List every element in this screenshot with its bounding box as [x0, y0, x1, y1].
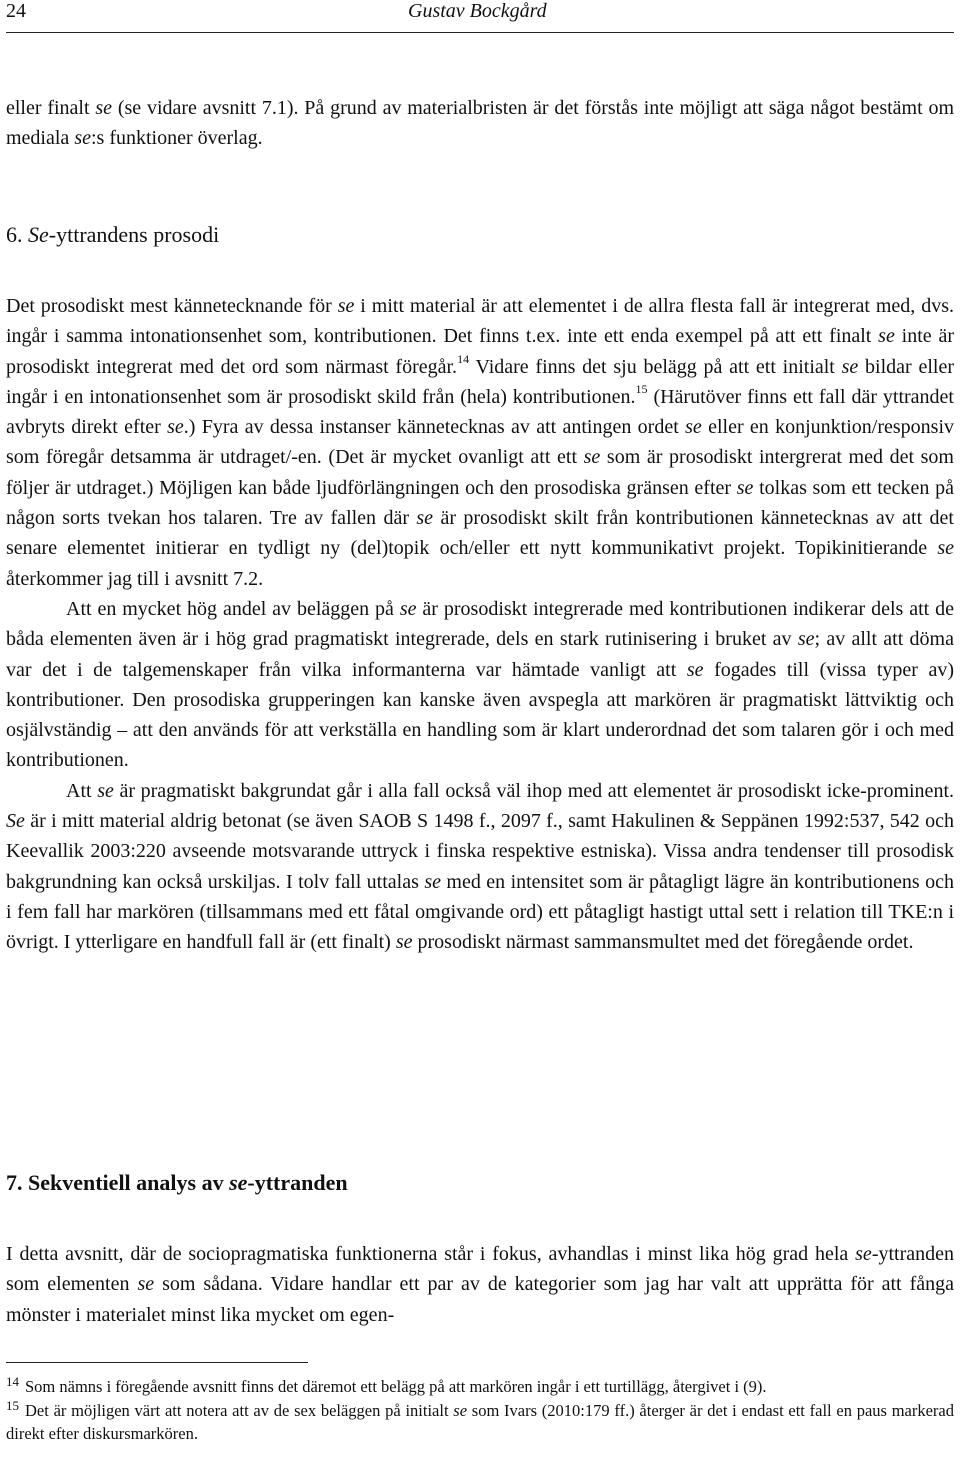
text: se [97, 779, 114, 802]
footnote-mark: 15 [6, 1397, 19, 1413]
text: Se [6, 810, 25, 833]
text: se [797, 628, 815, 651]
text: se [229, 1170, 248, 1195]
running-head: Gustav Bockgård [408, 0, 547, 22]
paragraph [6, 1239, 954, 1330]
footnote-15 [6, 1399, 954, 1445]
section-6-body [6, 291, 954, 958]
text: .) Fyra av dessa instanser kännetecknas av att antingen ordet [183, 416, 686, 439]
text: se [583, 446, 601, 469]
text: -yttranden som elementen [6, 1243, 954, 1296]
section-title: Sekventiell analys av [28, 1170, 230, 1195]
page [6, 0, 954, 1481]
text: Se [28, 222, 49, 247]
text: se [937, 537, 954, 560]
text: Att en mycket hög andel av beläggen på [66, 597, 400, 620]
footnote-14 [6, 1375, 954, 1398]
section-number: 6. [6, 222, 28, 247]
text: eller finalt [6, 97, 96, 119]
footnote-ref-14[interactable]: 14 [457, 351, 470, 366]
section-title: -yttrandens prosodi [48, 222, 220, 247]
text: se [399, 597, 417, 620]
text: se [395, 931, 413, 954]
text: se [74, 127, 91, 150]
footnote-text: som Ivars (2010:179 ff.) återger är det i endast ett fall en paus markerad direkt efter diskursmarkören. [6, 1401, 954, 1443]
text: I detta avsnitt, där de sociopragmatiska funktionerna står i fokus, avhandlas i minst lika hög grad hela [6, 1243, 856, 1265]
text: se [686, 658, 704, 681]
footnote-mark: 14 [6, 1373, 19, 1389]
paragraph [6, 594, 954, 776]
text: se [855, 1243, 872, 1265]
footnote-text: Det är möjligen värt att notera att av de sex beläggen på initialt [25, 1401, 454, 1420]
text: är prosodiskt skilt från kontributionen kännetecknas av att det senare elementet initierar en tydligt ny (del)topik och/eller ett nytt kommunikativt projekt. Topikinitierande [6, 507, 954, 560]
text: se [95, 97, 113, 119]
text: (se vidare avsnitt 7.1). På grund av materialbristen är det förstås inte möjligt att säga något bestämt om mediala [6, 97, 955, 150]
page-number: 24 [6, 0, 26, 22]
text: bildar eller ingår i en intonationsenhet som är prosodiskt skild från (hela) kontributionen. [6, 355, 954, 408]
text: se [685, 416, 702, 439]
section-title: -yttranden [247, 1170, 348, 1195]
text: se [416, 507, 434, 530]
text: är prosodiskt integrerade med kontributionen indikerar dels att de båda elementen även är i hög grad pragmatiskt integrerade, dels en stark rutinisering i bruket av [6, 597, 954, 651]
text: se [337, 295, 355, 317]
text: fogades till (vissa typer av) kontributioner. Den prosodiska grupperingen kan kanske även avspegla att markören är pragmatiskt lättviktig och osjälvständig – att den används för att verkställa en handling som är klart underordnad det som talaren gör i och med kontributionen. [6, 658, 954, 772]
text: som sådana. Vidare handlar ett par av de kategorier som jag har valt att upprätta för att fånga mönster i materialet minst lika mycket om egen- [6, 1273, 954, 1326]
text: tolkas som ett tecken på någon sorts tvekan hos talaren. Tre av fallen där [6, 476, 954, 530]
text: Det prosodiskt mest kännetecknande för [6, 295, 338, 317]
text: är i mitt material aldrig betonat (se även SAOB S 1498 f., 2097 f., samt Hakulinen & Seppänen 1992:537, 542 och Keevallik 2003:220 avseende motsvarande uttryck i finska respektive estniska). Vissa andra tendenser till prosodisk bakgrundning kan också urskiljas. I tolv fall uttalas [6, 810, 954, 893]
paragraph [6, 291, 954, 594]
text: i mitt material är att elementet i de allra flesta fall är integrerat med, dvs. ingår i samma intonationsenhet som, kontributionen. Det finns t.ex. inte ett enda exempel på att ett finalt [6, 295, 954, 348]
text: som är prosodiskt intergrerat med det som följer är utdraget.) Möjligen kan både ljudförlängningen och den prosodiska gränsen efter [6, 446, 954, 499]
text: inte är prosodiskt integrerat med det ord som närmast föregår. [6, 325, 954, 378]
paragraph-intro [6, 93, 954, 154]
text: se [736, 476, 754, 499]
text: (Härutöver finns ett fall där yttrandet avbryts direkt efter [6, 385, 954, 439]
section-6-heading [6, 222, 219, 248]
page-header [6, 0, 954, 28]
footnote-separator [6, 1362, 308, 1363]
footnote-ref-15[interactable]: 15 [635, 382, 648, 397]
text: eller en konjunktion/responsiv som föregår detsamma är utdraget/-en. (Det är mycket ovanligt att ett [6, 416, 954, 469]
text: se [167, 416, 184, 439]
text: återkommer jag till i avsnitt 7.2. [6, 567, 264, 590]
text: är pragmatiskt bakgrundat går i alla fall också väl ihop med att elementet är prosodiskt icke-prominent. [113, 779, 954, 802]
text: se [878, 325, 895, 348]
text: se [841, 355, 859, 378]
text: se [424, 870, 441, 893]
text: prosodiskt närmast sammansmultet med det föregående ordet. [412, 931, 914, 954]
section-number: 7. [6, 1170, 28, 1195]
paragraph [6, 776, 954, 958]
footnote-text: Som nämns i föregående avsnitt finns det däremot ett belägg på att markören ingår i ett turtillägg, återgivet i (9). [25, 1377, 767, 1396]
footnote-text: se [453, 1401, 468, 1420]
section-7-heading [6, 1170, 348, 1196]
text: Vidare finns det sju belägg på att ett initialt [469, 355, 842, 378]
header-rule [6, 32, 954, 33]
text: :s funktioner överlag. [90, 127, 263, 150]
text: ; av allt att döma var det i de talgemenskaper från vilka informanterna var hämtade vanligt att [6, 628, 954, 681]
text: Att [66, 779, 98, 802]
footnotes [6, 1375, 954, 1446]
text: med en intensitet som är påtagligt lägre än kontributionens och i fem fall har markören (tillsammans med ett fåtal omgivande ord) ett påtagligt hastigt uttal sett i relation till TKE:n i övrigt. I ytterligare en handfull fall är (ett finalt) [6, 870, 954, 954]
section-7-body [6, 1239, 954, 1330]
text: se [137, 1273, 155, 1296]
